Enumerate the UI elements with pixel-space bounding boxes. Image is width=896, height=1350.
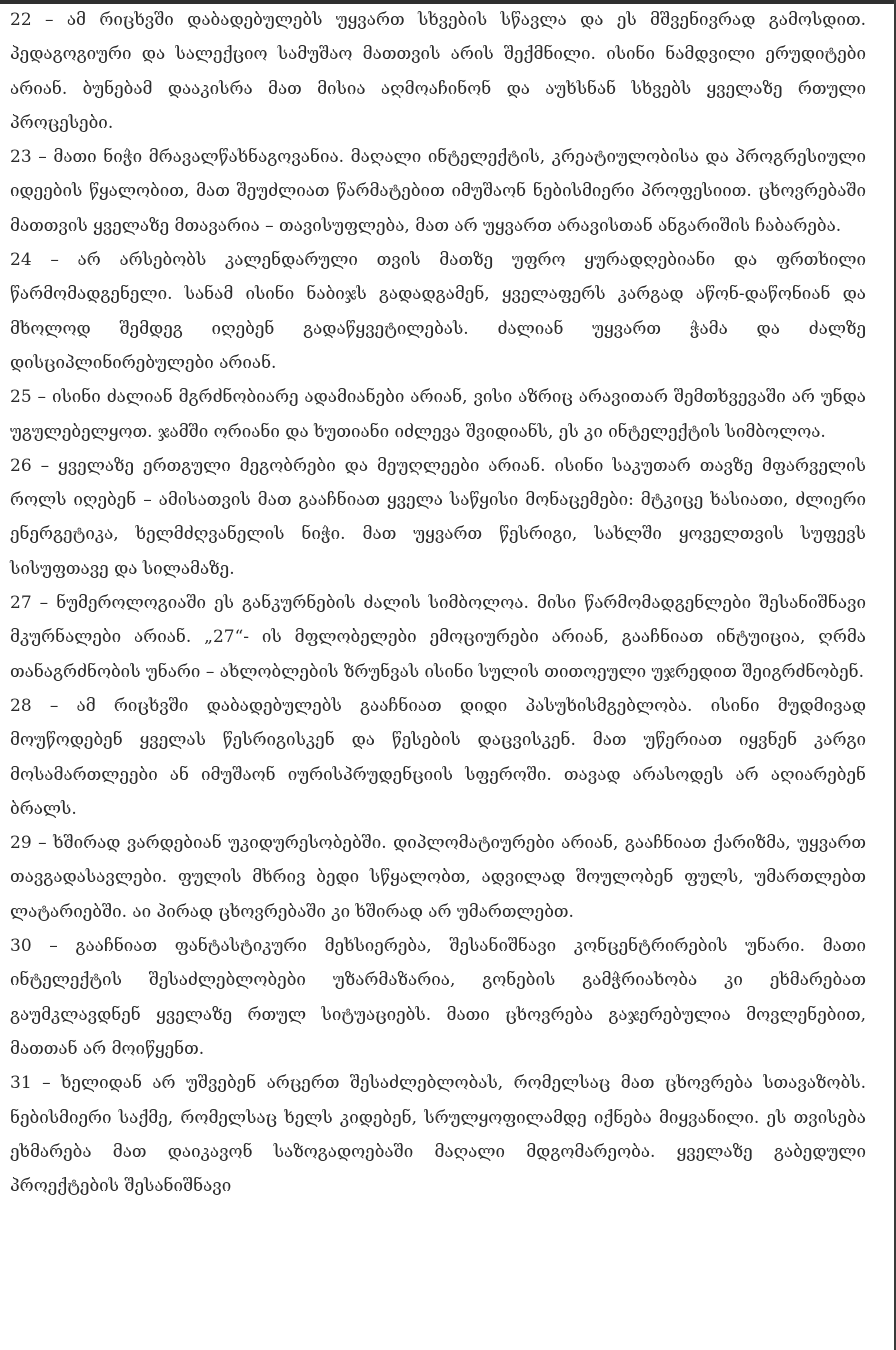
paragraph-day-29: 29 – ხშირად ვარდებიან უკიდურესობებში. დიპლომატიურები არიან, გააჩნიათ ქარიზმა, უყვართ თავგადასავლები. ფულის მხრივ ბედი სწყალობთ, ადვილად შოულობენ ფულს, უმართლებთ ლატარიებში. აი პირად ცხოვრებაში კი ხშირად არ უმართლებთ. [10,833,866,922]
paragraph-day-30: 30 – გააჩნიათ ფანტასტიკური მეხსიერება, შესანიშნავი კონცენტრირების უნარი. მათი ინტელექტის შესაძლებლობები უზარმაზარია, გონების გამჭრიახობა კი ეხმარებათ გაუმკლავდნენ ყველაზე რთულ სიტუაციებს. მათი ცხოვრება გაჯერებულია მოვლენებით, მათთან არ მოიწყენთ. [10,936,866,1059]
paragraph-day-23: 23 – მათი ნიჭი მრავალწახნაგოვანია. მაღალი ინტელექტის, კრეატიულობისა და პროგრესიული იდეების წყალობით, მათ შეუძლიათ წარმატებით იმუშაონ ნებისმიერი პროფესიით. ცხოვრებაში მათთვის ყველაზე მთავარია – თავისუფლება, მათ არ უყვართ არავისთან ანგარიშის ჩაბარება. [10,147,866,236]
article-body [10,3,866,1203]
paragraph-day-26: 26 – ყველაზე ერთგული მეგობრები და მეუღლეები არიან. ისინი საკუთარ თავზე მფარველის როლს იღებენ – ამისათვის მათ გააჩნიათ ყველა საწყისი მონაცემები: მტკიცე ხასიათი, ძლიერი ენერგეტიკა, ხელმძღვანელის ნიჭი. მათ უყვართ წესრიგი, სახლში ყოველთვის სუფევს სისუფთავე და სილამაზე. [10,455,866,579]
paragraph-day-24: 24 – არ არსებობს კალენდარული თვის მათზე უფრო ყურადღებიანი და ფრთხილი წარმომადგენელი. სანამ ისინი ნაბიჯს გადადგამენ, ყველაფერს კარგად აწონ-დაწონიან და მხოლოდ შემდეგ იღებენ გადაწყვეტილებას. ძალიან უყვართ ჭამა და ძალზე დისციპლინირებულები არიან. [10,250,866,373]
paragraph-day-28: 28 – ამ რიცხვში დაბადებულებს გააჩნიათ დიდი პასუხისმგებლობა. ისინი მუდმივად მოუწოდებენ ყველას წესრიგისკენ და წესების დაცვისკენ. მათ უწერიათ იყვნენ კარგი მოსამართლეები ან იმუშაონ იურისპრუდენციის სფეროში. თავად არასოდეს არ აღიარებენ ბრალს. [10,695,866,819]
paragraph-day-22: 22 – ამ რიცხვში დაბადებულებს უყვართ სხვების სწავლა და ეს მშვენივრად გამოსდით. პედაგოგიური და სალექციო სამუშაო მათთვის არის შექმნილი. ისინი ნამდვილი ერუდიტები არიან. ბუნებამ დააკისრა მათ მისია აღმოაჩინონ და აუხსნან სხვებს ყველაზე რთული პროცესები. [10,10,866,133]
paragraph-day-25: 25 – ისინი ძალიან მგრძნობიარე ადამიანები არიან, ვისი აზრიც არავითარ შემთხვევაში არ უნდა უგულებელყოთ. ჯამში ორიანი და ხუთიანი იძლევა შვიდიანს, ეს კი ინტელექტის სიმბოლოა. [10,387,866,442]
paragraph-day-31: 31 – ხელიდან არ უშვებენ არცერთ შესაძლებლობას, რომელსაც მათ ცხოვრება სთავაზობს. ნებისმიერი საქმე, რომელსაც ხელს კიდებენ, სრულყოფილამდე იქნება მიყვანილი. ეს თვისება ეხმარება მათ დაიკავონ საზოგადოებაში მაღალი მდგომარეობა. ყველაზე გაბედული პროექტების შესანიშნავი [10,1073,866,1197]
paragraph-day-27: 27 – ნუმეროლოგიაში ეს განკურნების ძალის სიმბოლოა. მისი წარმომადგენლები შესანიშნავი მკურნალები არიან. „27“- ის მფლობელები ემოციურები არიან, გააჩნიათ ინტუიცია, ღრმა თანაგრძნობის უნარი – ახლობლების ზრუნვას ისინი სულის თითოეული უჯრედით შეიგრძნობენ. [10,593,866,682]
